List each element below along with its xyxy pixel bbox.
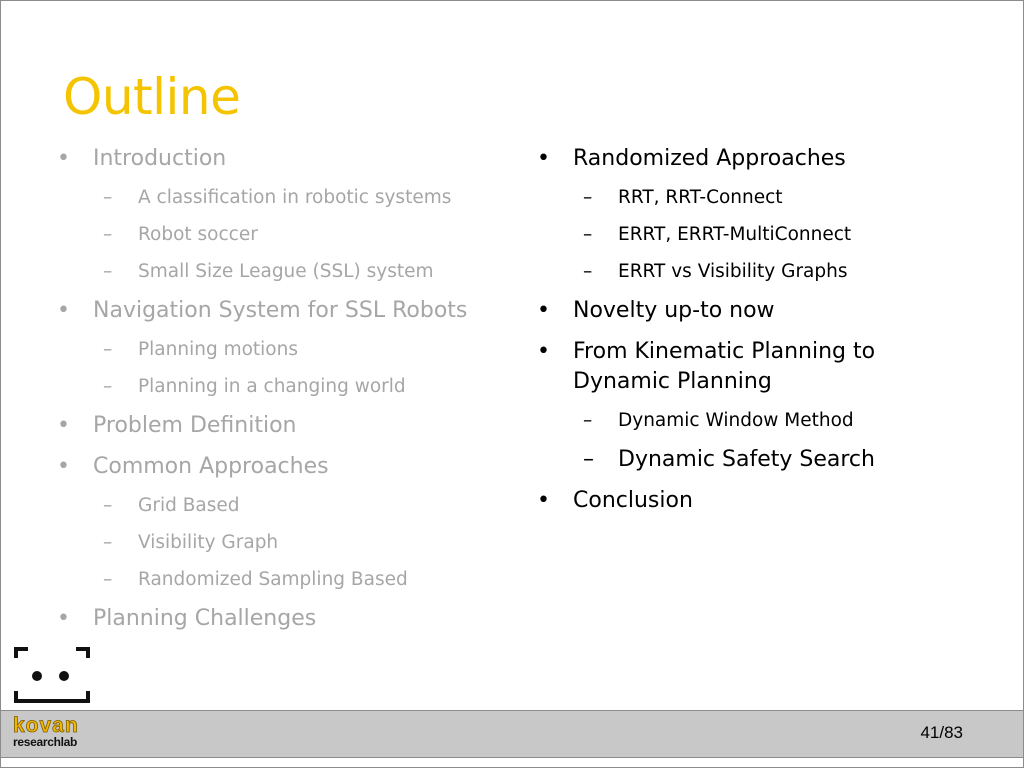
outline-item-text: Dynamic Safety Search xyxy=(618,447,875,472)
dash-icon: – xyxy=(103,376,113,397)
outline-item-text: Planning motions xyxy=(138,339,298,360)
outline-item-text: Common Approaches xyxy=(93,454,329,479)
outline-item-text: RRT, RRT-Connect xyxy=(618,187,783,208)
outline-item xyxy=(537,144,977,174)
footer-bar xyxy=(1,710,1023,758)
outline-subitem xyxy=(537,222,977,248)
bullet-icon: • xyxy=(537,146,550,171)
outline-item xyxy=(57,411,517,441)
dash-icon: – xyxy=(583,224,593,245)
dash-icon: – xyxy=(583,410,593,431)
outline-subitem xyxy=(57,259,517,285)
dash-icon: – xyxy=(103,261,113,282)
logo-word-kovan: kovan xyxy=(13,714,79,737)
outline-subitem xyxy=(57,567,517,593)
outline-subitem xyxy=(537,185,977,211)
dash-icon: – xyxy=(583,187,593,208)
outline-item-text: Randomized Approaches xyxy=(573,146,846,171)
outline-subitem xyxy=(57,493,517,519)
outline-item xyxy=(537,296,977,326)
bullet-icon: • xyxy=(57,606,70,631)
dash-icon: – xyxy=(103,224,113,245)
slide-title: Outline xyxy=(63,68,241,126)
outline-item xyxy=(537,486,977,516)
outline-subitem xyxy=(537,259,977,285)
outline-subitem xyxy=(57,374,517,400)
outline-item xyxy=(57,604,517,634)
outline-item-text: Navigation System for SSL Robots xyxy=(93,298,468,323)
outline-item xyxy=(57,296,517,326)
outline-subitem xyxy=(57,337,517,363)
bullet-icon: • xyxy=(57,298,70,323)
outline-left-column xyxy=(57,144,517,645)
outline-subitem xyxy=(537,408,977,434)
dash-icon: – xyxy=(103,495,113,516)
outline-item-text: ERRT vs Visibility Graphs xyxy=(618,261,848,282)
outline-item-text: Randomized Sampling Based xyxy=(138,569,408,590)
outline-item-text: Novelty up-to now xyxy=(573,298,775,323)
dash-icon: – xyxy=(103,532,113,553)
outline-subitem xyxy=(537,445,977,475)
bullet-icon: • xyxy=(57,454,70,479)
outline-item-text: Introduction xyxy=(93,146,227,171)
outline-right-column xyxy=(537,144,977,527)
robot-face-logo-icon xyxy=(14,645,90,705)
outline-item-text: Dynamic Window Method xyxy=(618,410,854,431)
outline-subitem xyxy=(57,185,517,211)
logo-word-researchlab: researchlab xyxy=(13,735,78,749)
outline-item-text: A classification in robotic systems xyxy=(138,187,452,208)
bullet-icon: • xyxy=(537,298,550,323)
outline-item-text: Planning in a changing world xyxy=(138,376,406,397)
dash-icon: – xyxy=(583,447,594,472)
outline-item-text: Visibility Graph xyxy=(138,532,279,553)
outline-item-text: Planning Challenges xyxy=(93,606,317,631)
dash-icon: – xyxy=(583,261,593,282)
outline-item xyxy=(537,337,977,397)
outline-item-text: Problem Definition xyxy=(93,413,297,438)
outline-item xyxy=(57,452,517,482)
outline-item-text: Conclusion xyxy=(573,488,693,513)
outline-subitem xyxy=(57,530,517,556)
outline-item-text: From Kinematic Planning to Dynamic Planning xyxy=(573,339,876,394)
bullet-icon: • xyxy=(57,146,70,171)
dash-icon: – xyxy=(103,187,113,208)
outline-item-text: Robot soccer xyxy=(138,224,258,245)
outline-item-text: ERRT, ERRT-MultiConnect xyxy=(618,224,852,245)
dash-icon: – xyxy=(103,569,113,590)
kovan-researchlab-logo xyxy=(13,714,89,751)
page-number: 41/83 xyxy=(920,723,963,742)
outline-item-text: Grid Based xyxy=(138,495,240,516)
outline-subitem xyxy=(57,222,517,248)
outline-item xyxy=(57,144,517,174)
bullet-icon: • xyxy=(537,339,550,364)
dash-icon: – xyxy=(103,339,113,360)
bullet-icon: • xyxy=(57,413,70,438)
bullet-icon: • xyxy=(537,488,550,513)
outline-item-text: Small Size League (SSL) system xyxy=(138,261,434,282)
